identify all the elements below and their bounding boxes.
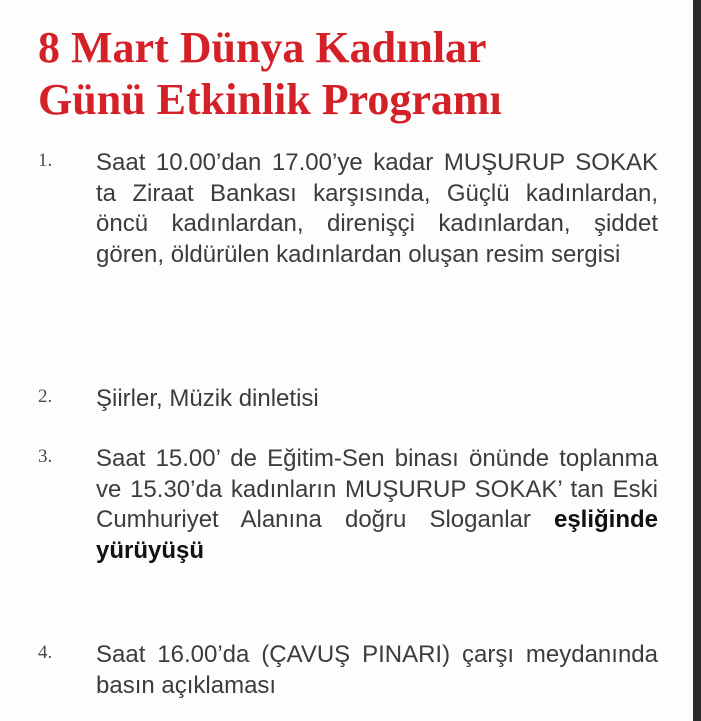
item-number: 3. — [38, 446, 53, 467]
item-number: 1. — [38, 150, 53, 171]
item-number: 2. — [38, 386, 53, 407]
title-line-2: Günü Etkinlik Programı — [38, 75, 502, 124]
item-number: 4. — [38, 642, 53, 663]
right-border — [693, 0, 701, 721]
page-title — [38, 22, 678, 126]
item-text-part: Saat 15.00’ de Eğitim-Sen binası önünde toplanma ve 15.30’da kadınların MUŞURUP SOKAK’ tan Eski Cumhuriyet Alanına doğru Sloganlar — [96, 445, 658, 533]
item-text — [96, 444, 658, 566]
item-text: Şiirler, Müzik dinletisi — [96, 385, 319, 412]
item-text: Saat 16.00’da (ÇAVUŞ PINARI) çarşı meydanında basın açıklaması — [96, 641, 658, 699]
item-text: Saat 10.00’dan 17.00’ye kadar MUŞURUP SOKAK ta Ziraat Bankası karşısında, Güçlü kadınlardan, öncü kadınlardan, direnişçi kadınlardan, şiddet gören, öldürülen kadınlardan oluşan resim sergisi — [96, 149, 658, 268]
title-line-1: 8 Mart Dünya Kadınlar — [38, 23, 487, 72]
item-text-emphasis: eşliğinde yürüyüşü — [96, 506, 658, 564]
